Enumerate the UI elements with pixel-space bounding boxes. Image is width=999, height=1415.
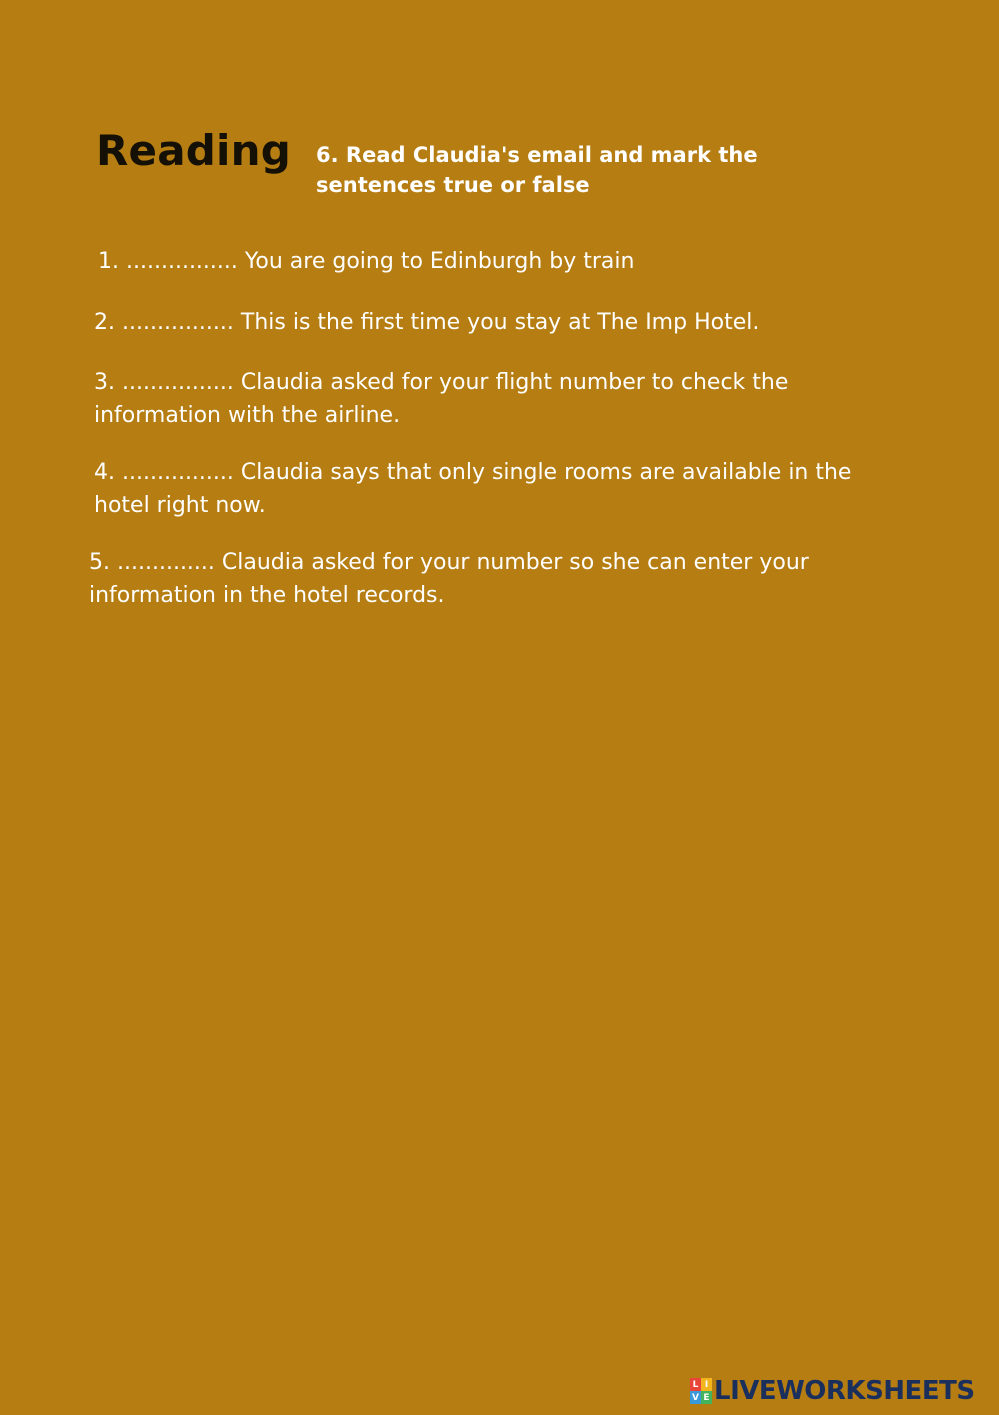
statement-number: 4. <box>94 460 115 485</box>
statement-3 <box>94 366 814 432</box>
statement-text: You are going to Edinburgh by train <box>244 249 635 274</box>
section-title: Reading <box>96 126 291 175</box>
statement-1 <box>98 245 858 278</box>
logo-text: LIVEWORKSHEETS <box>714 1376 975 1406</box>
liveworksheets-logo <box>690 1374 975 1408</box>
statement-number: 1. <box>98 249 119 274</box>
statement-text: Claudia says that only single rooms are available in the hotel right now. <box>94 460 852 518</box>
statement-text: Claudia asked for your flight number to check the information with the airline. <box>94 370 789 428</box>
statement-2 <box>94 306 854 339</box>
answer-blank[interactable]: ................ <box>126 249 238 274</box>
logo-badge-letter: L <box>690 1378 701 1391</box>
statement-number: 5. <box>89 550 110 575</box>
statement-4 <box>94 456 864 522</box>
logo-badge-letter: I <box>701 1378 712 1391</box>
exercise-instruction: 6. Read Claudia's email and mark the sentences true or false <box>316 143 758 197</box>
logo-badge-letter: V <box>690 1391 701 1404</box>
statement-text: This is the first time you stay at The Imp Hotel. <box>240 310 760 335</box>
statement-number: 3. <box>94 370 115 395</box>
answer-blank[interactable]: .............. <box>117 550 215 575</box>
answer-blank[interactable]: ................ <box>122 460 234 485</box>
logo-badge-icon <box>690 1378 712 1404</box>
statement-number: 2. <box>94 310 115 335</box>
statement-5 <box>89 546 849 612</box>
logo-badge-letter: E <box>701 1391 712 1404</box>
statement-text: Claudia asked for your number so she can enter your information in the hotel records. <box>89 550 809 608</box>
answer-blank[interactable]: ................ <box>122 370 234 395</box>
answer-blank[interactable]: ................ <box>122 310 234 335</box>
